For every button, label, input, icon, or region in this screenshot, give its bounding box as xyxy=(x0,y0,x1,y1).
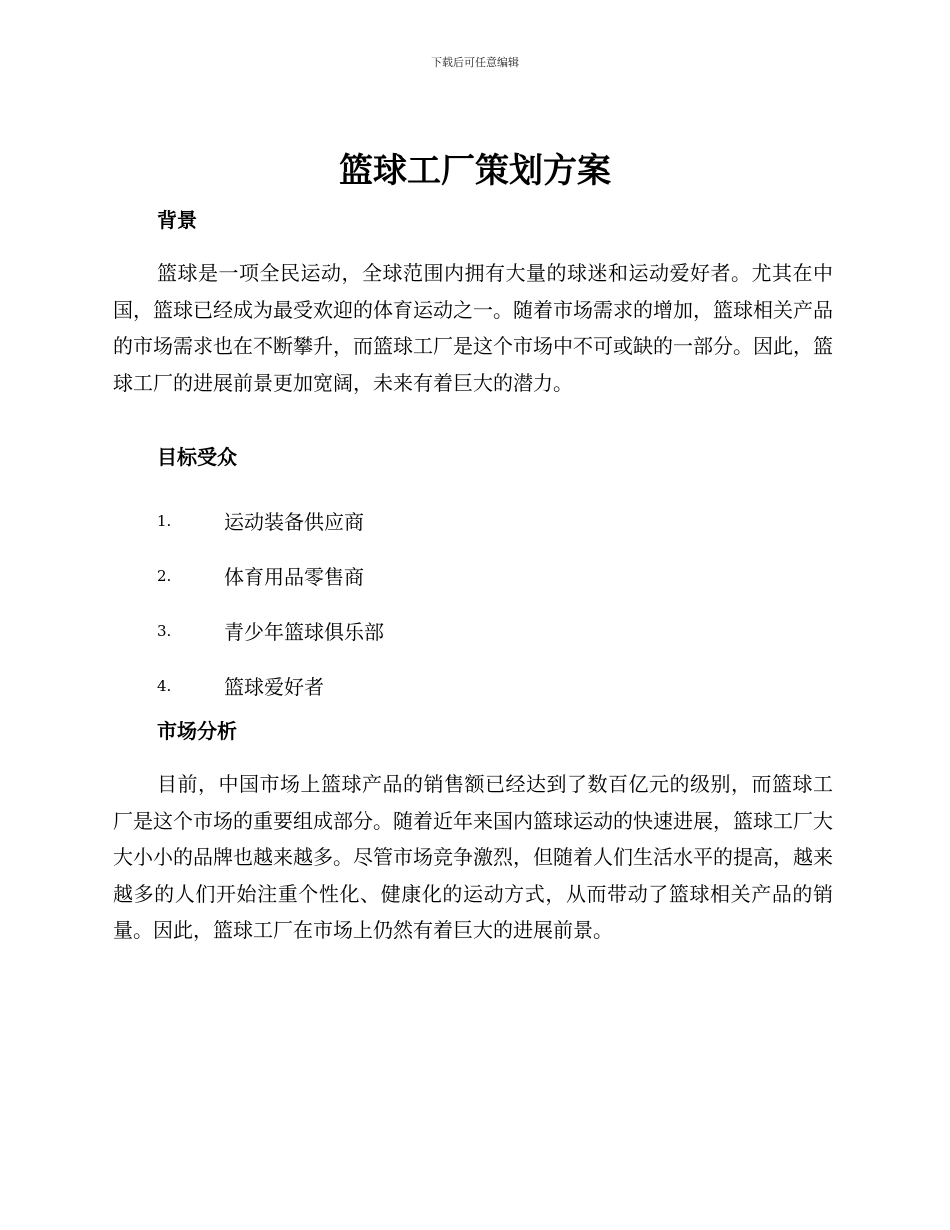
section-heading-target-audience: 目标受众 xyxy=(157,445,237,469)
list-item-number: 1. xyxy=(157,511,172,530)
document-title: 篮球工厂策划方案 xyxy=(339,151,611,191)
section-heading-background: 背景 xyxy=(157,208,197,232)
list-item xyxy=(157,548,384,603)
list-item xyxy=(157,658,384,713)
list-item-number: 3. xyxy=(157,621,172,640)
section-heading-market-analysis: 市场分析 xyxy=(157,719,237,743)
list-item-text: 青少年篮球俱乐部 xyxy=(224,620,384,644)
list-item-text: 体育用品零售商 xyxy=(224,565,364,589)
list-item xyxy=(157,603,384,658)
list-item xyxy=(157,493,384,548)
list-item-number: 4. xyxy=(157,676,172,695)
target-audience-list xyxy=(157,493,384,713)
header-note: 下载后可任意编辑 xyxy=(431,56,519,69)
market-analysis-paragraph: 目前，中国市场上篮球产品的销售额已经达到了数百亿元的级别，而篮球工厂是这个市场的重要组成部分。随着近年来国内篮球运动的快速进展，篮球工厂大大小小的品牌也越来越多。尽管市场竞争激烈，但随着人们生活水平的提高，越来越多的人们开始注重个性化、健康化的运动方式，从而带动了篮球相关产品的销量。因此，篮球工厂在市场上仍然有着巨大的进展前景。 xyxy=(113,772,833,942)
list-item-text: 篮球爱好者 xyxy=(224,675,324,699)
list-item-number: 2. xyxy=(157,566,172,585)
background-paragraph: 篮球是一项全民运动，全球范围内拥有大量的球迷和运动爱好者。尤其在中国，篮球已经成为最受欢迎的体育运动之一。随着市场需求的增加，篮球相关产品的市场需求也在不断攀升，而篮球工厂是这个市场中不可或缺的一部分。因此，篮球工厂的进展前景更加宽阔，未来有着巨大的潜力。 xyxy=(113,261,833,395)
list-item-text: 运动装备供应商 xyxy=(224,510,364,534)
